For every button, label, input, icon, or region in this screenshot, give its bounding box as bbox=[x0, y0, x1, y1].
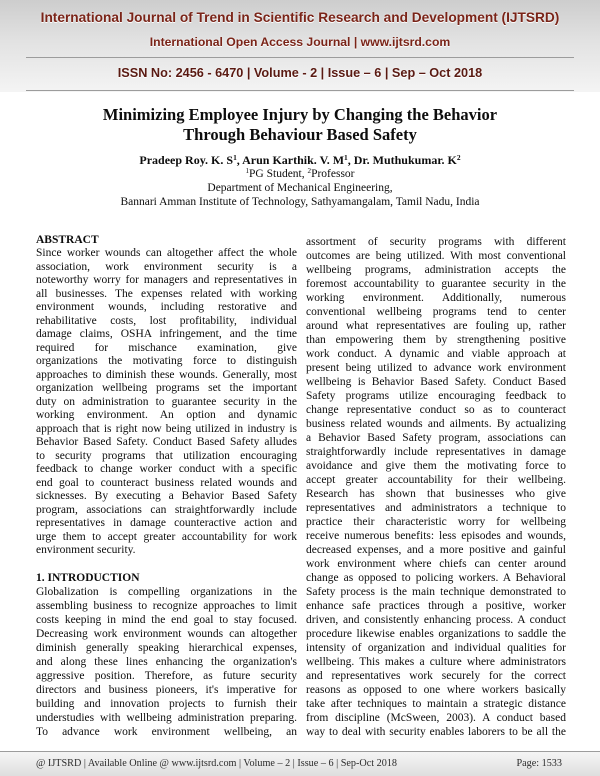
text-line: conventional wellbeing programs tend to center bbox=[306, 306, 566, 318]
text-line: all businesses. The expenses related with working bbox=[36, 287, 297, 300]
text-line: business related wounds and ailments. By actualizing bbox=[306, 418, 566, 430]
page-footer bbox=[0, 751, 600, 776]
text-line: accept greater accountability for their wellbeing. bbox=[306, 474, 566, 486]
journal-subtitle: International Open Access Journal | www.ijtsrd.com bbox=[149, 35, 451, 49]
role-text: Professor bbox=[311, 168, 355, 180]
text-line: Research has shown that businesses who give bbox=[306, 488, 566, 500]
text-line: noteworthy worry for managers and representatives in bbox=[36, 274, 297, 286]
text-line: approach that is right now being utilized in industry is bbox=[36, 422, 297, 435]
header-divider bbox=[26, 57, 574, 58]
page-number: Page: 1533 bbox=[516, 758, 562, 769]
text-line: receive numerous benefits: less episodes and wounds, bbox=[306, 530, 566, 542]
text-line: driven, and consistently enhancing process. A conduct bbox=[306, 614, 566, 626]
text-line: Since worker wounds can altogether affect the whole bbox=[36, 247, 297, 259]
text-line: way to deal with security enables laborers to be all the bbox=[306, 726, 566, 738]
text-line: outcomes are being utilized. With most conventional bbox=[306, 250, 566, 262]
affiliation-mark: 1 bbox=[344, 152, 348, 162]
text-line: practice their characteristic worry for wellbeing bbox=[306, 516, 566, 528]
text-line: decreased expenses, and a more positive and gainful bbox=[306, 544, 566, 556]
text-line: program, associations can straightforwardly include bbox=[36, 503, 297, 516]
author-roles bbox=[30, 167, 570, 181]
paper-title-line: Minimizing Employee Injury by Changing the Behavior bbox=[102, 105, 498, 124]
text-line: association, work environment security is a bbox=[36, 260, 297, 273]
text-line: intensity of organization and individual qualities for bbox=[306, 642, 566, 654]
affiliation-mark: 2 bbox=[307, 167, 312, 176]
text-line: procedure likewise enables organizations to saddle the bbox=[306, 628, 566, 640]
text-line: wellbeing is Behavior Based Safety. Conduct Based bbox=[306, 376, 566, 388]
text-line: working environment. Additionally, numerous bbox=[306, 292, 566, 304]
text-line: costs keeping in mind the end goal to stay focused. bbox=[36, 614, 297, 626]
text-line: urge them to accept greater accountability for work bbox=[36, 530, 297, 543]
header-divider bbox=[26, 90, 574, 91]
text-line: rehabilitative costs, lost profitability, individual bbox=[36, 314, 297, 327]
abstract-body bbox=[36, 247, 297, 558]
text-line: take after techniques to maintain a strategic distance bbox=[306, 698, 566, 710]
affiliation-mark: 1 bbox=[245, 167, 250, 176]
author-separator: , bbox=[347, 153, 351, 167]
text-line: sicknesses. By executing a Behavior Based Safety bbox=[36, 490, 297, 502]
author-separator: , bbox=[236, 153, 240, 167]
text-line: organization wellbeing programs set the important bbox=[36, 382, 297, 394]
text-line: from discipline (McSween, 2003). A conduct based bbox=[306, 712, 566, 724]
text-line: diminish generally speaking hierarchical expenses, bbox=[36, 642, 297, 654]
introduction-body-column-1 bbox=[36, 585, 297, 739]
author-name: Arun Karthik. V. M bbox=[242, 153, 345, 167]
affiliation-mark: 2 bbox=[456, 152, 461, 162]
text-line: than empowering them by strengthening positive bbox=[306, 334, 566, 346]
affiliation-mark: 1 bbox=[233, 152, 237, 162]
text-line: wellbeing programs, administration accepts the bbox=[306, 264, 566, 276]
footer-citation: @ IJTSRD | Available Online @ www.ijtsrd.com | Volume – 2 | Issue – 6 | Sep-Oct 2018 bbox=[36, 758, 398, 769]
text-line: end goal to counteract business related wounds and bbox=[36, 476, 297, 489]
author-name: Dr. Muthukumar. K bbox=[353, 153, 457, 167]
department: Department of Mechanical Engineering, bbox=[207, 182, 393, 194]
text-line: foremost accountability to guarantee security in the bbox=[306, 278, 566, 290]
text-line: reasons as opposed to one where workers basically bbox=[306, 684, 566, 696]
text-line: environment wounds, including restorative and bbox=[36, 301, 297, 313]
text-line: avoidance and give them the motivating force to bbox=[306, 460, 566, 472]
text-line: assembling business to recognize approaches to limit bbox=[36, 600, 297, 612]
text-line: aggressive position. Therefore, as future security bbox=[36, 670, 297, 682]
text-line: approaches to diminish these wounds. Generally, most bbox=[36, 368, 297, 381]
text-line: Decreasing work environment wounds can altogether bbox=[36, 628, 297, 640]
text-line: Behavior Based Safety. Conduct Based Safety alludes bbox=[36, 436, 297, 448]
text-line: feedback to change worker conduct with a specific bbox=[36, 463, 297, 475]
text-line: a Behavior Based Safety program, associations can bbox=[306, 432, 566, 444]
text-line: duty on administration to guarantee security in the bbox=[36, 395, 297, 408]
text-line: to security programs that utilization encouraging bbox=[36, 449, 297, 462]
text-line: Globalization is compelling organizations in the bbox=[36, 586, 297, 598]
text-line: To advance work environment wellbeing, an bbox=[36, 726, 297, 738]
journal-header bbox=[0, 0, 600, 92]
text-line: straightforwardly include representatives in damage bbox=[306, 446, 566, 458]
issue-info: ISSN No: 2456 - 6470 | Volume - 2 | Issue – 6 | Sep – Oct 2018 bbox=[117, 66, 483, 80]
text-line: required for mischance examination, give bbox=[36, 341, 297, 354]
text-line: enhance safe practices through a positive, worker bbox=[306, 600, 566, 612]
text-line: understudies with wellbeing administration preparing. bbox=[36, 712, 297, 724]
text-line: representatives in damage counteractive action and bbox=[36, 517, 297, 529]
text-line: wellbeing. This makes a culture where administrators bbox=[306, 656, 566, 668]
author-name: Pradeep Roy. K. S bbox=[139, 153, 234, 167]
text-line: and along these lines enhancing the organization's bbox=[36, 656, 297, 668]
journal-title: International Journal of Trend in Scientific Research and Development (IJTSRD) bbox=[40, 10, 560, 25]
text-line: work conduct. A dynamic and viable approach at bbox=[306, 348, 566, 360]
text-line: building and innovation projects to furnish their bbox=[36, 698, 297, 710]
text-line: Safety programs utilize encouraging feedback to bbox=[306, 390, 566, 402]
text-line: environment security. bbox=[36, 544, 136, 556]
role-text: PG Student, bbox=[249, 168, 305, 180]
paper-title bbox=[30, 105, 570, 145]
abstract-heading: ABSTRACT bbox=[36, 234, 99, 246]
institution: Bannari Amman Institute of Technology, Sathyamangalam, Tamil Nadu, India bbox=[120, 196, 480, 208]
text-line: work environment where chiefs can center around bbox=[306, 558, 566, 570]
introduction-body-column-2 bbox=[306, 235, 566, 739]
text-line: representatives and administrators a technique to bbox=[306, 502, 566, 514]
text-line: Safety process is the main technique demonstrated to bbox=[306, 586, 566, 598]
text-line: damage claims, OSHA infringement, and the time bbox=[36, 328, 297, 340]
text-line: and representatives work securely for the correct bbox=[306, 670, 566, 682]
text-line: organizations the motivating force to distinguish bbox=[36, 355, 297, 367]
text-line: change representative conduct so as to counteract bbox=[306, 404, 566, 416]
text-line: working environment. An option and dynamic bbox=[36, 409, 297, 421]
paper-title-line: Through Behaviour Based Safety bbox=[183, 125, 417, 144]
text-line: present being utilized to advance work environment bbox=[306, 362, 566, 374]
text-line: directors and business pioneers, it's imperative for bbox=[36, 684, 297, 696]
text-line: assortment of security programs with different bbox=[306, 236, 566, 248]
introduction-heading: 1. INTRODUCTION bbox=[36, 572, 140, 584]
text-line: around what representatives are fouling up, rather bbox=[306, 320, 566, 332]
text-line: change as opposed to policing workers. A Behavioral bbox=[306, 572, 566, 584]
